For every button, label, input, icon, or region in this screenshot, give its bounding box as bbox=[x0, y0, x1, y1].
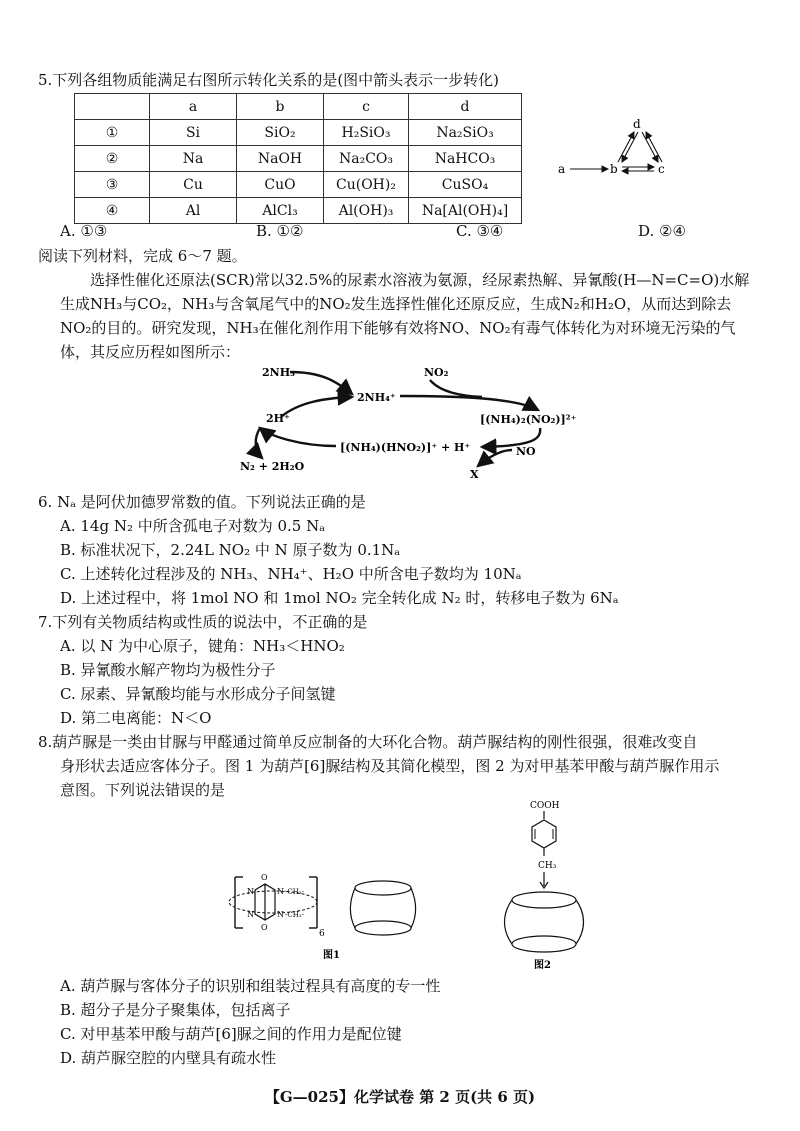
q7-option-c: C. 尿素、异氰酸均能与水形成分子间氢键 bbox=[60, 685, 336, 703]
svg-text:O: O bbox=[261, 923, 268, 932]
q6-stem: 6. Nₐ 是阿伏加德罗常数的值。下列说法正确的是 bbox=[38, 493, 366, 511]
scheme-no: NO bbox=[516, 445, 536, 458]
table-cell: ② bbox=[75, 146, 150, 172]
table-cell: d bbox=[409, 94, 522, 120]
q8-stem-line3: 意图。下列说法错误的是 bbox=[60, 781, 226, 799]
q8-option-a: A. 葫芦脲与客体分子的识别和组装过程具有高度的专一性 bbox=[60, 977, 441, 995]
q7-option-b: B. 异氰酸水解产物均为极性分子 bbox=[60, 661, 276, 679]
q5-options bbox=[60, 222, 750, 242]
reading-paragraph: 选择性催化还原法(SCR)常以32.5%的尿素水溶液为氨源，经尿素热解、异氰酸(H—N=C=O)水解生成NH₃与CO₂，NH₃与含氧尾气中的NO₂发生选择性催化还原反应，生成N₂和H₂O，从而达到除去NO₂的目的。研究发现，NH₃在催化剂作用下能够有效将NO、NO₂有毒气体转化为对环境无污染的气体，其反应历程如图所示： bbox=[60, 271, 750, 361]
table-cell: AlCl₃ bbox=[237, 198, 324, 224]
page-footer: 【G—025】化学试卷 第 2 页(共 6 页) bbox=[264, 1088, 536, 1106]
svg-text:N: N bbox=[247, 887, 254, 896]
svg-text:N: N bbox=[247, 910, 254, 919]
q6-option-d: D. 上述过程中，将 1mol NO 和 1mol NO₂ 完全转化成 N₂ 时，转移电子数为 6Nₐ bbox=[60, 589, 619, 607]
figure-1-label: 图1 bbox=[323, 950, 340, 961]
svg-text:N: N bbox=[277, 887, 284, 896]
table-row bbox=[75, 120, 522, 146]
table-row bbox=[75, 198, 522, 224]
table-cell: Na₂CO₃ bbox=[324, 146, 409, 172]
table-cell: Cu bbox=[150, 172, 237, 198]
svg-text:-CH₂-: -CH₂- bbox=[285, 888, 304, 896]
table-cell: NaOH bbox=[237, 146, 324, 172]
scheme-no2: NO₂ bbox=[424, 366, 449, 379]
table-cell: CuO bbox=[237, 172, 324, 198]
scheme-products: N₂ + 2H₂O bbox=[240, 460, 305, 473]
svg-text:-CH₂-: -CH₂- bbox=[285, 911, 304, 919]
table-cell: Si bbox=[150, 120, 237, 146]
q7-option-a: A. 以 N 为中心原子，键角：NH₃＜HNO₂ bbox=[60, 637, 345, 655]
table-row bbox=[75, 146, 522, 172]
table-cell: Al(OH)₃ bbox=[324, 198, 409, 224]
figure-1-cucurbituril bbox=[225, 862, 430, 964]
table-cell: ① bbox=[75, 120, 150, 146]
option-b: B. ①② bbox=[256, 222, 304, 240]
arrow-no2-in bbox=[430, 380, 482, 397]
table-cell bbox=[75, 94, 150, 120]
table-row bbox=[75, 172, 522, 198]
arrow-b-d bbox=[618, 132, 634, 162]
q7-option-d: D. 第二电离能：N＜O bbox=[60, 709, 212, 727]
table-cell: Al bbox=[150, 198, 237, 224]
barrel-bottom-rim bbox=[512, 936, 576, 952]
q6-option-b: B. 标准状况下，2.24L NO₂ 中 N 原子数为 0.1Nₐ bbox=[60, 541, 401, 559]
table-cell: c bbox=[324, 94, 409, 120]
table-cell: SiO₂ bbox=[237, 120, 324, 146]
arrow-complex2-to-h bbox=[260, 428, 336, 446]
table-cell: CuSO₄ bbox=[409, 172, 522, 198]
option-c: C. ③④ bbox=[456, 222, 504, 240]
q5-conversion-diagram bbox=[550, 110, 680, 190]
barrel-top-rim bbox=[512, 892, 576, 908]
table-cell: Na bbox=[150, 146, 237, 172]
table-cell: ③ bbox=[75, 172, 150, 198]
arrow-nh3-to-nh4 bbox=[290, 372, 352, 394]
arrow-d-c bbox=[642, 132, 658, 162]
arrow-h-to-nh4 bbox=[282, 397, 352, 416]
scheme-h: 2H⁺ bbox=[266, 412, 290, 425]
repeat-subscript: 6 bbox=[319, 929, 325, 939]
option-a: A. ①③ bbox=[60, 222, 108, 240]
q6-option-a: A. 14g N₂ 中所含孤电子对数为 0.5 Nₐ bbox=[60, 517, 326, 535]
scheme-nh4: 2NH₄⁺ bbox=[357, 391, 396, 404]
arrow-nh4-to-complex1 bbox=[400, 396, 538, 410]
svg-text:N: N bbox=[277, 910, 284, 919]
svg-text:O: O bbox=[261, 873, 268, 882]
scr-reaction-scheme bbox=[220, 358, 600, 488]
arrow-d-b bbox=[622, 132, 638, 162]
barrel-sides bbox=[351, 888, 416, 928]
table-cell: Na₂SiO₃ bbox=[409, 120, 522, 146]
cooh-label: COOH bbox=[530, 801, 560, 811]
table-cell: Na[Al(OH)₄] bbox=[409, 198, 522, 224]
table-cell: Cu(OH)₂ bbox=[324, 172, 409, 198]
glycoluril-unit bbox=[255, 884, 275, 920]
q8-stem-line1: 8.葫芦脲是一类由甘脲与甲醛通过简单反应制备的大环化合物。葫芦脲结构的刚性很强，很难改变自 bbox=[38, 733, 698, 751]
scheme-x: X bbox=[470, 468, 479, 481]
q8-option-c: C. 对甲基苯甲酸与葫芦[6]脲之间的作用力是配位键 bbox=[60, 1025, 402, 1043]
barrel-top-rim bbox=[355, 881, 411, 895]
arrow-to-products bbox=[256, 428, 262, 458]
table-cell: b bbox=[237, 94, 324, 120]
q8-option-d: D. 葫芦脲空腔的内壁具有疏水性 bbox=[60, 1049, 277, 1067]
table-cell: NaHCO₃ bbox=[409, 146, 522, 172]
diagram-label-c: c bbox=[658, 162, 665, 176]
diagram-label-d: d bbox=[633, 117, 641, 131]
table-cell: a bbox=[150, 94, 237, 120]
table-cell: ④ bbox=[75, 198, 150, 224]
scheme-complex1: [(NH₄)₂(NO₂)]²⁺ bbox=[480, 413, 577, 426]
q8-option-b: B. 超分子是分子聚集体，包括离子 bbox=[60, 1001, 291, 1019]
figure-2-label: 图2 bbox=[534, 960, 551, 971]
table-header-row bbox=[75, 94, 522, 120]
scheme-complex2: [(NH₄)(HNO₂)]⁺ + H⁺ bbox=[340, 441, 471, 454]
q6-option-c: C. 上述转化过程涉及的 NH₃、NH₄⁺、H₂O 中所含电子数均为 10Nₐ bbox=[60, 565, 522, 583]
diagram-label-a: a bbox=[558, 162, 566, 176]
reading-intro: 阅读下列材料，完成 6～7 题。 bbox=[38, 247, 247, 265]
barrel-bottom-rim bbox=[355, 921, 411, 935]
q5-table bbox=[74, 93, 522, 224]
benzene-ring bbox=[532, 820, 556, 848]
option-d: D. ②④ bbox=[638, 222, 686, 240]
diagram-label-b: b bbox=[610, 162, 618, 176]
ch3-label: CH₃ bbox=[538, 861, 557, 871]
arrow-c-d bbox=[646, 132, 662, 162]
figure-2-host-guest bbox=[500, 796, 600, 972]
q5-stem: 5.下列各组物质能满足右图所示转化关系的是(图中箭头表示一步转化) bbox=[38, 71, 500, 89]
q8-stem-line2: 身形状去适应客体分子。图 1 为葫芦[6]脲结构及其简化模型，图 2 为对甲基苯甲酸与葫芦脲作用示 bbox=[60, 757, 720, 775]
scheme-nh3: 2NH₃ bbox=[262, 366, 295, 379]
table-cell: H₂SiO₃ bbox=[324, 120, 409, 146]
q7-stem: 7.下列有关物质结构或性质的说法中，不正确的是 bbox=[38, 613, 368, 631]
barrel-sides bbox=[505, 900, 584, 944]
arrow-no-x bbox=[478, 450, 512, 466]
